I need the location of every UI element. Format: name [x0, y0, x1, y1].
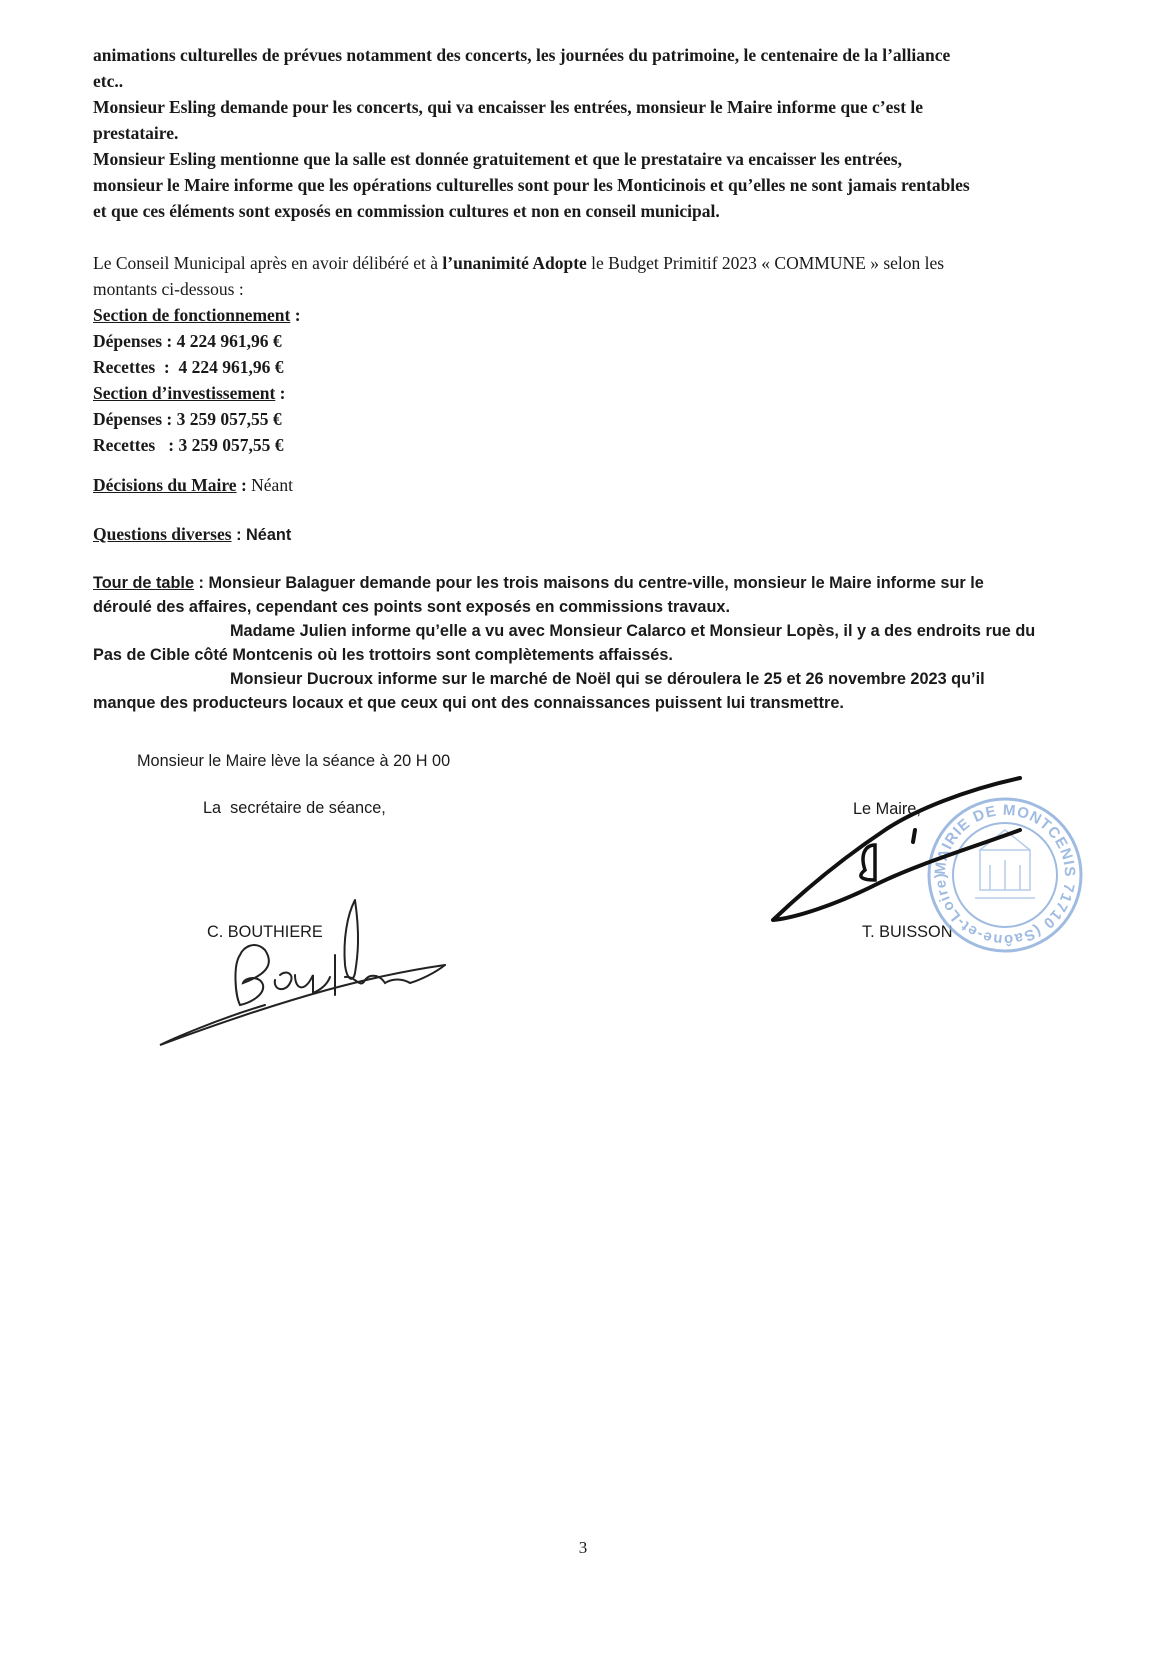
fonctionnement-recettes: Recettes : 4 224 961,96 € [93, 357, 284, 377]
seance-closing: Monsieur le Maire lève la séance à 20 H 00 [137, 752, 451, 770]
budget-intro: Le Conseil Municipal après en avoir délibéré et à l’unanimité Adopte le Budget Primitif 2023 « COMMUNE » selon les montants ci-dessous : [93, 253, 945, 299]
paragraph-animations [93, 42, 1078, 94]
decisions-du-maire: Décisions du Maire : Néant [93, 475, 293, 495]
page-number: 3 [578, 1538, 588, 1557]
maire-name: T. BUISSON [862, 923, 953, 941]
stamp-text: MAIRIE DE MONTCENIS 71710 (Saône-et-Loire) [931, 801, 1079, 949]
text-line: et que ces éléments sont exposés en commission cultures et non en conseil municipal. [93, 201, 720, 221]
tour-ducroux: Monsieur Ducroux informe sur le marché de Noël qui se déroulera le 25 et 26 novembre 2023 qu’il manque des producteurs locaux et que ceux qui ont des connaissances puissent lui transmettre. [93, 670, 985, 712]
questions-diverses: Questions diverses : Néant [93, 524, 292, 544]
maire-signature [765, 770, 1035, 940]
text-line: monsieur le Maire informe que les opérations culturelles sont pour les Monticinois et qu’elles ne sont jamais rentables [93, 175, 970, 195]
paragraph-concerts [93, 94, 1078, 146]
text-line: Monsieur Esling mentionne que la salle est donnée gratuitement et que le prestataire va encaisser les entrées, [93, 149, 902, 169]
investissement-recettes: Recettes : 3 259 057,55 € [93, 435, 284, 455]
text-line: etc.. [93, 71, 124, 91]
text-line: Monsieur Esling demande pour les concerts, qui va encaisser les entrées, monsieur le Maire informe que c’est le [93, 97, 924, 117]
secretaire-title: La secrétaire de séance, [203, 799, 386, 817]
paragraph-salle [93, 146, 1078, 224]
investissement-heading: Section d’investissement : [93, 383, 286, 403]
secretaire-name: C. BOUTHIERE [207, 923, 323, 941]
text-line: animations culturelles de prévues notamment des concerts, les journées du patrimoine, le centenaire de la l’alliance [93, 45, 951, 65]
tour-julien: Madame Julien informe qu’elle a vu avec Monsieur Calarco et Monsieur Lopès, il y a des endroits rue du Pas de Cible côté Montcenis où les trottoirs sont complètements affaissés. [93, 622, 1036, 664]
discussion-paragraphs [93, 42, 1078, 224]
tour-de-table-label: Tour de table [93, 574, 195, 592]
unanimite-adopte: l’unanimité Adopte [442, 253, 587, 273]
maire-title: Le Maire, [853, 800, 921, 818]
fonctionnement-heading: Section de fonctionnement : [93, 305, 301, 325]
tour-de-table [93, 571, 1078, 715]
tour-balaguer: Tour de table : Monsieur Balaguer demande pour les trois maisons du centre-ville, monsieur le Maire informe sur le déroulé des affaires, cependant ces points sont exposés en commissions travaux. [93, 574, 984, 616]
budget-section [93, 250, 1078, 458]
secretaire-signature [155, 895, 465, 1055]
budget-figures [93, 302, 1078, 458]
text-line: prestataire. [93, 123, 179, 143]
investissement-depenses: Dépenses : 3 259 057,55 € [93, 409, 282, 429]
fonctionnement-depenses: Dépenses : 4 224 961,96 € [93, 331, 282, 351]
